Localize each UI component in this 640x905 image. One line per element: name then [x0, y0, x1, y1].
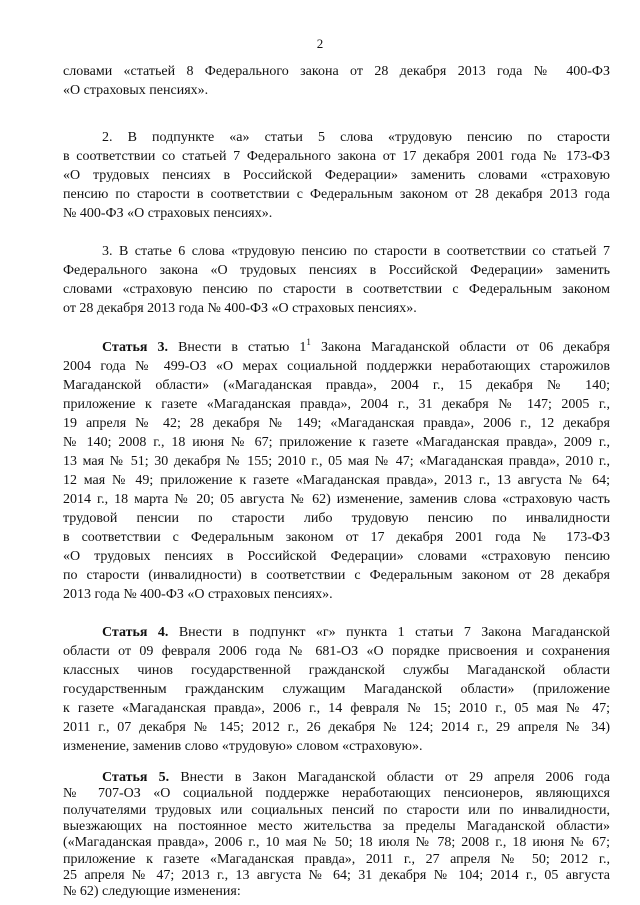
p1-line: «О страховых пенсиях». [63, 83, 209, 98]
p1-line: словами «статьей 8 Федерального закона от 28 декабря 2013 года № 400-ФЗ [63, 64, 610, 79]
article-3-line: «О трудовых пенсиях в Российской Федерации» словами «страховую пенсию [63, 549, 610, 564]
article-5-line: 25 апреля № 47; 2013 г., 13 августа № 64; 31 декабря № 104; 2014 г., 05 августа [63, 867, 610, 883]
p2-line: № 400-ФЗ «О страховых пенсиях». [63, 206, 273, 221]
article-3-line: в соответствии с Федеральным законом от 17 декабря 2001 года № 173-ФЗ [63, 530, 610, 545]
article-3-text: Закона Магаданской области от 06 декабря [320, 340, 610, 355]
article-5-line: № 707-ОЗ «О социальной поддержке неработающих пенсионеров, являющихся [63, 786, 610, 802]
article-3-line: 19 апреля № 42; 28 декабря № 149; «Магаданская правда», 2006 г., 12 декабря [63, 416, 610, 431]
article-3-line: по старости (инвалидности) в соответствии с Федеральным законом от 28 декабря [63, 568, 610, 583]
article-4-line: к газете «Магаданская правда», 2006 г., 14 февраля № 15; 2010 г., 05 мая № 47; [63, 701, 610, 716]
p2-line: 2. В подпункте «а» статьи 5 слова «трудовую пенсию по старости [102, 130, 610, 145]
p3-line: 3. В статье 6 слова «трудовую пенсию по старости в соответствии со статьей 7 [102, 244, 610, 259]
article-3-line: № 140; 2008 г., 18 июня № 67; приложение к газете «Магаданская правда», 2009 г., [63, 435, 610, 450]
p3-line: Федерального закона «О трудовых пенсиях в Российской Федерации» заменить [63, 263, 610, 278]
article-5-title: Статья 5. [102, 770, 170, 785]
p3-line: словами «страховую пенсию по старости в соответствии с Федеральным законом [63, 282, 610, 297]
article-3-line: 13 мая № 51; 30 декабря № 155; 2010 г., 05 мая № 47; «Магаданская правда», 2010 г., [63, 454, 610, 469]
article-4-first-line [63, 623, 610, 642]
article-3-superscript: 1 [306, 337, 311, 347]
p2-line: «О трудовых пенсиях в Российской Федерации» заменить словами «страховую [63, 168, 610, 183]
article-4-line: изменение, заменив слово «трудовую» словом «страховую». [63, 739, 423, 754]
article-5-line: № 62) следующие изменения: [63, 884, 241, 900]
article-5-line: («Магаданская правда», 2006 г., 10 мая № 50; 18 июля № 78; 2008 г., 18 июня № 67; [63, 835, 610, 851]
article-4-line: государственным гражданским служащим Магаданской области» (приложение [63, 682, 610, 697]
page-number: 2 [316, 36, 324, 51]
article-4-title: Статья 4. [102, 625, 169, 640]
article-3-text: Внести в статью 1 [178, 340, 307, 355]
article-3-line: 2013 года № 400-ФЗ «О страховых пенсиях». [63, 587, 333, 602]
article-5-line: приложение к газете «Магаданская правда», 2011 г., 27 апреля № 50; 2012 г., [63, 851, 610, 867]
article-5-line: выезжающих на постоянное место жительства за пределы Магаданской области» [63, 818, 610, 834]
article-5-first-line [63, 770, 610, 786]
article-3-line: Магаданской области» («Магаданская правда», 2004 г., 15 декабря № 140; [63, 378, 610, 393]
article-4-line: области от 09 февраля 2006 года № 681-ОЗ «О порядке присвоения и сохранения [63, 644, 610, 659]
p3-line: от 28 декабря 2013 года № 400-ФЗ «О страховых пенсиях». [63, 301, 417, 316]
article-4-line: 2011 г., 07 декабря № 145; 2012 г., 26 декабря № 124; 2014 г., 29 апреля № 34) [63, 720, 610, 735]
article-4-line: классных чинов государственной гражданской службы Магаданской области [63, 663, 610, 678]
article-3-line: 12 мая № 49; приложение к газете «Магаданская правда», 2013 г., 13 августа № 64; [63, 473, 610, 488]
article-4-text: Внести в подпункт «г» пункта 1 статьи 7 Закона Магаданской [178, 625, 610, 640]
p2-line: пенсию по старости в соответствии с Федеральным законом от 28 декабря 2013 года [63, 187, 610, 202]
article-5-text: Внести в Закон Магаданской области от 29 апреля 2006 года [180, 770, 611, 785]
p2-line: в соответствии со статьей 7 Федерального закона от 17 декабря 2001 года № 173-ФЗ [63, 149, 610, 164]
article-5-line: получателями трудовых или социальных пенсий по старости или по инвалидности, [63, 802, 610, 818]
article-3-line: 2014 г., 18 марта № 20; 05 августа № 62) изменение, заменив слова «страховую часть [63, 492, 610, 507]
article-3-first-line [63, 338, 610, 357]
article-3-title: Статья 3. [102, 340, 169, 355]
article-3-line: 2004 года № 499-ОЗ «О мерах социальной поддержки неработающих старожилов [63, 359, 610, 374]
article-3-line: приложение к газете «Магаданская правда», 2004 г., 31 декабря № 147; 2005 г., [63, 397, 610, 412]
article-3-line: трудовой пенсии по старости либо трудовую пенсию по инвалидности [63, 511, 610, 526]
